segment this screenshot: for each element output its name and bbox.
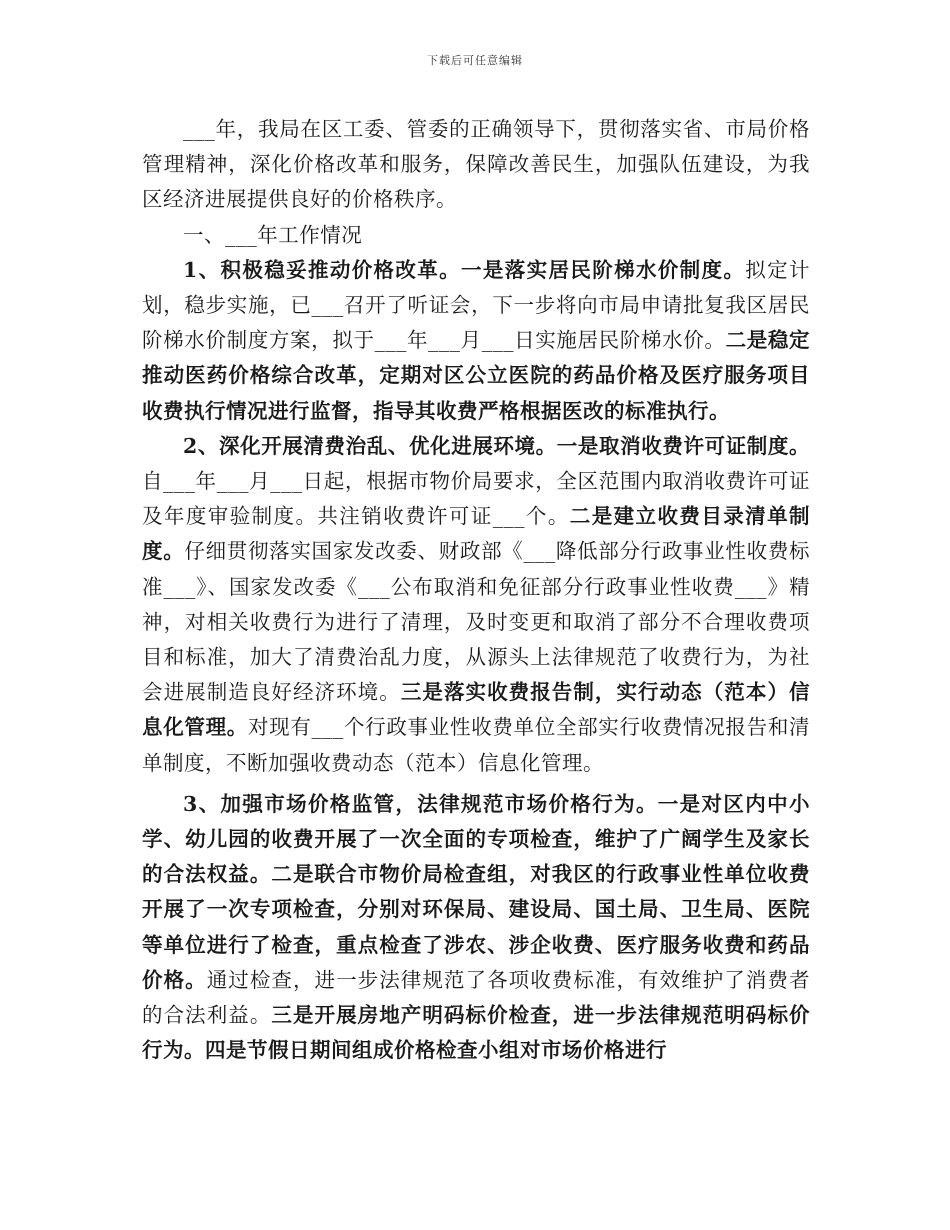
paragraph-bold-text: 1、积极稳妥推动价格改革。一是落实居民阶梯水价制度。 bbox=[183, 257, 746, 282]
paragraph-bold-text: 3、加强市场价格监管，法律规范市场价格行为。一是对区内中小学、幼儿园的收费开展了一次全面的专项检查，维护了广阔学生及家长的合法权益。二是联合市物价局检查组，对我区的行政事业性单位收费开展了一次专项检查，分别对环保局、建设局、国土局、卫生局、医院等单位进行了检查，重点检查了涉农、涉企收费、医疗服务收费和药品价格。 bbox=[142, 791, 810, 992]
paragraph-text: 通过检查，进一步法律规范了各项收费标准，有效维护了消费者的合法利益。 bbox=[142, 967, 811, 1028]
paragraph-market-supervision bbox=[142, 787, 810, 1069]
paragraph-text: 拟定计划，稳步实施，已___召开了听证会，下一步将向市局申请批复我区居民阶梯水价制度方案，拟于___年___月___日实施居民阶梯水价。 bbox=[142, 257, 810, 353]
paragraph-text: 仔细贯彻落实国家发改委、财政部《___降低部分行政事业性收费标准___》、国家发改委《___公布取消和免征部分行政事业性收费___》精神，对相关收费行为进行了清理，及时变更和取消了部分不合理收费项目和标准，加大了清费治乱力度，从源头上法律规范了收费行为，为社会进展制造良好经济环境。 bbox=[142, 539, 811, 705]
page-header: 下载后可任意编辑 bbox=[427, 54, 523, 67]
document-body bbox=[142, 112, 810, 1068]
paragraph-bold-text: 三是开展房地产明码标价检查，进一步法律规范明码标价行为。四是节假日期间组成价格检查小组对市场价格进行 bbox=[142, 1003, 811, 1063]
paragraph-bold-text: 2、深化开展清费治乱、优化进展环境。一是取消收费许可证制度。 bbox=[183, 433, 810, 458]
paragraph-bold-text: 二是建立收费目录清单制度。 bbox=[142, 504, 811, 564]
paragraph-price-reform bbox=[142, 253, 810, 429]
paragraph-bold-text: 二是稳定推动医药价格综合改革，定期对区公立医院的药品价格及医疗服务项目收费执行情况进行监督，指导其收费严格根据医改的标准执行。 bbox=[142, 328, 811, 423]
paragraph-bold-text: 三是落实收费报告制，实行动态（范本）信息化管理。 bbox=[142, 680, 811, 740]
section-heading-text: 一、___年工作情况 bbox=[183, 222, 363, 247]
paragraph-text: 对现有___个行政事业性收费单位全部实行收费情况报告和清单制度，不断加强收费动态（范本）信息化管理。 bbox=[142, 715, 811, 775]
paragraph-intro bbox=[142, 112, 810, 218]
paragraph-text: ___年，我局在区工委、管委的正确领导下，贯彻落实省、市局价格管理精神，深化价格改革和服务，保障改善民生，加强队伍建设，为我区经济进展提供良好的价格秩序。 bbox=[142, 117, 810, 212]
section-heading bbox=[142, 218, 810, 253]
paragraph-text: 自___年___月___日起，根据市物价局要求，全区范围内取消收费许可证及年度审验制度。共注销收费许可证___个。 bbox=[142, 469, 810, 529]
paragraph-fee-cleanup bbox=[142, 429, 810, 781]
